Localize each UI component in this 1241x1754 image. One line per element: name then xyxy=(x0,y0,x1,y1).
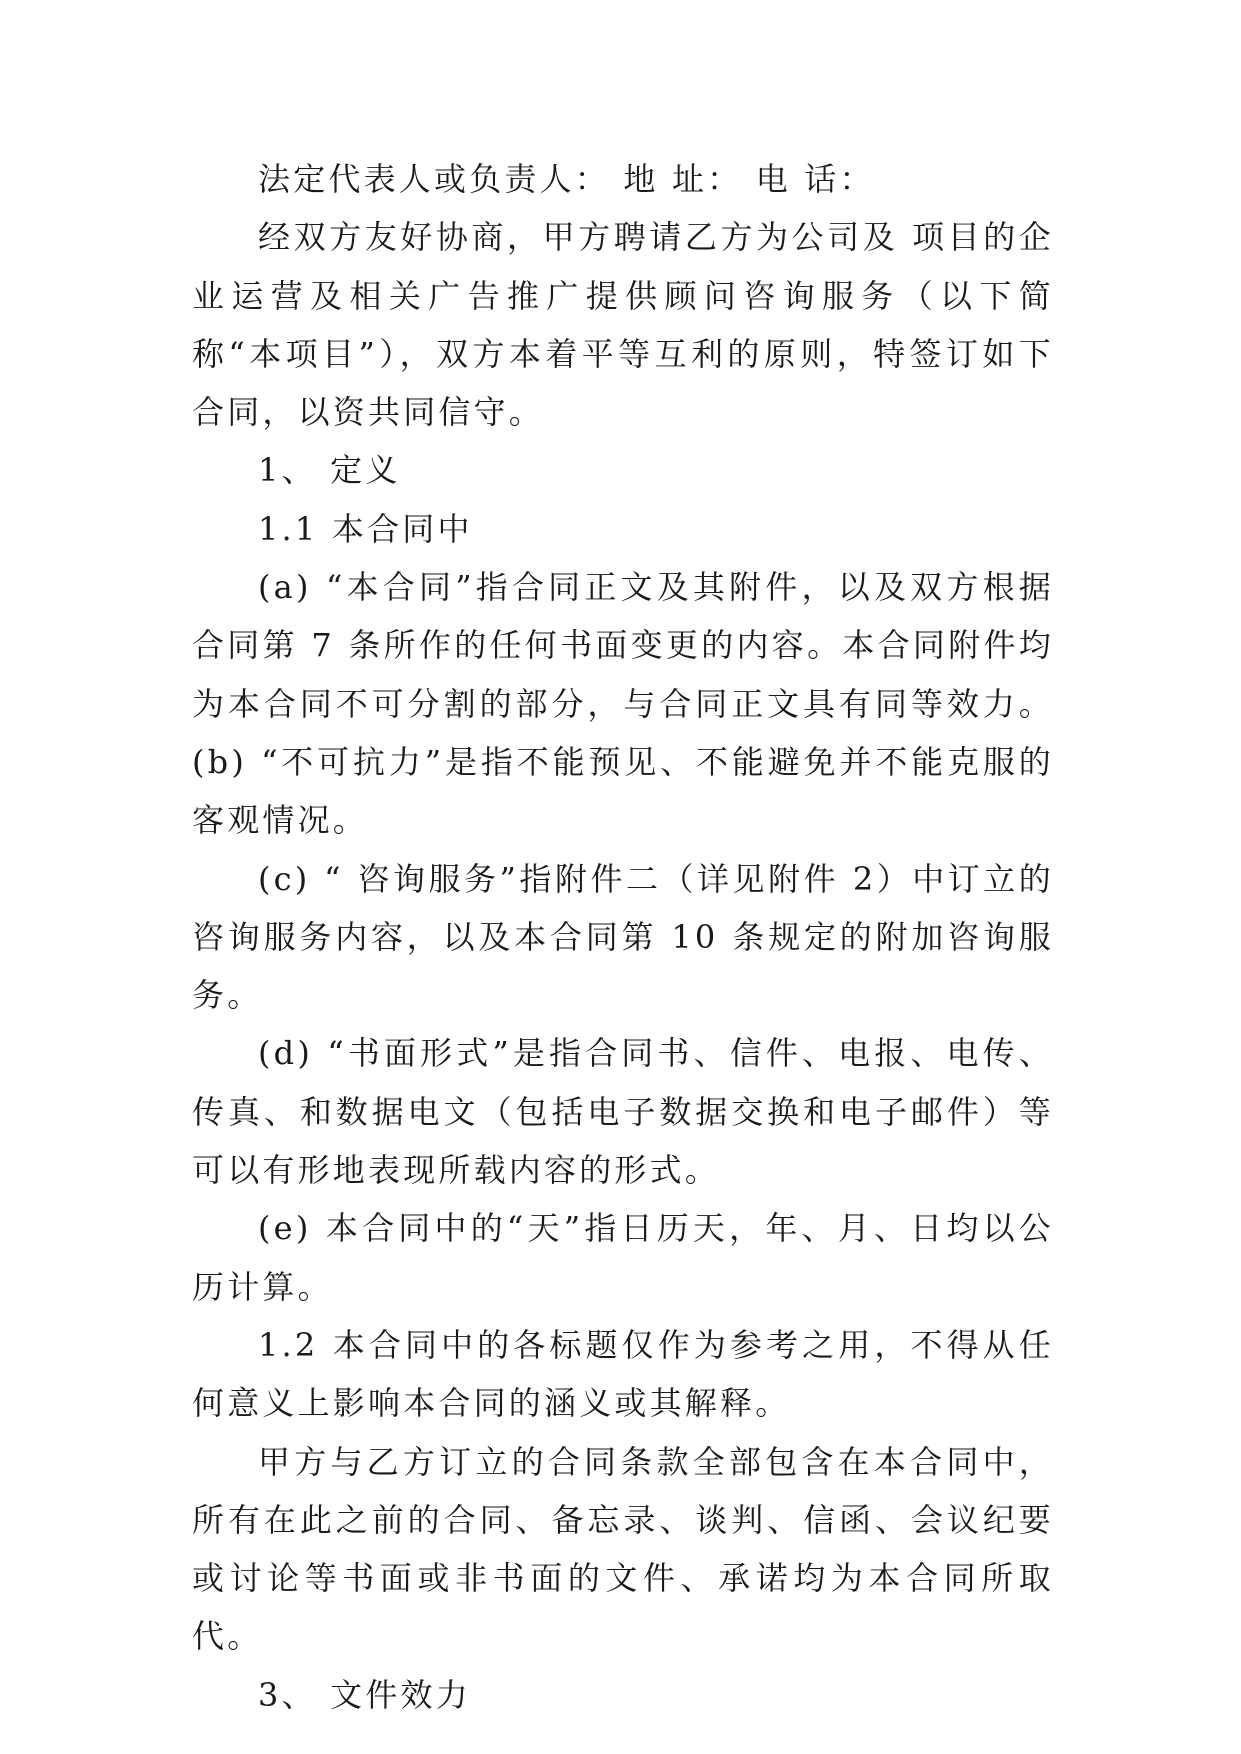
paragraph-preamble: 经双方友好协商，甲方聘请乙方为公司及 项目的企业运营及相关广告推广提供顾问咨询服务（以下简称“本项目”），双方本着平等互利的原则，特签订如下合同，以资共同信守。 xyxy=(192,218,1054,432)
clause-c: (c) “ 咨询服务”指附件二（详见附件 2）中订立的咨询服务内容，以及本合同第 10 条规定的附加咨询服务。 xyxy=(192,859,1054,1015)
clause-1-2: 1.2 本合同中的各标题仅作为参考之用，不得从任何意义上影响本合同的涵义或其解释。 xyxy=(192,1325,1054,1423)
paragraph-representative-info: 法定代表人或负责人： 地 址： 电 话： xyxy=(258,160,875,198)
clause-a-b: (a) “本合同”指合同正文及其附件，以及双方根据合同第 7 条所作的任何书面变更的内容。本合同附件均为本合同不可分割的部分，与合同正文具有同等效力。 (b) “不可抗力”是指不能预见、不能避免并不能克服的客观情况。 xyxy=(192,568,1054,840)
clause-d: (d) “书面形式”是指合同书、信件、电报、电传、传真、和数据电文（包括电子数据交换和电子邮件）等可以有形地表现所载内容的形式。 xyxy=(192,1034,1054,1190)
paragraph-entire-agreement: 甲方与乙方订立的合同条款全部包含在本合同中，所有在此之前的合同、备忘录、谈判、信函、会议纪要或讨论等书面或非书面的文件、承诺均为本合同所取代。 xyxy=(192,1442,1054,1656)
heading-definitions: 1、 定义 xyxy=(258,451,401,490)
document-page xyxy=(192,150,1054,1724)
heading-document-validity: 3、 文件效力 xyxy=(258,1675,471,1714)
clause-1-1: 1.1 本合同中 xyxy=(258,509,473,548)
clause-e: (e) 本合同中的“天”指日历天，年、月、日均以公历计算。 xyxy=(192,1209,1054,1306)
